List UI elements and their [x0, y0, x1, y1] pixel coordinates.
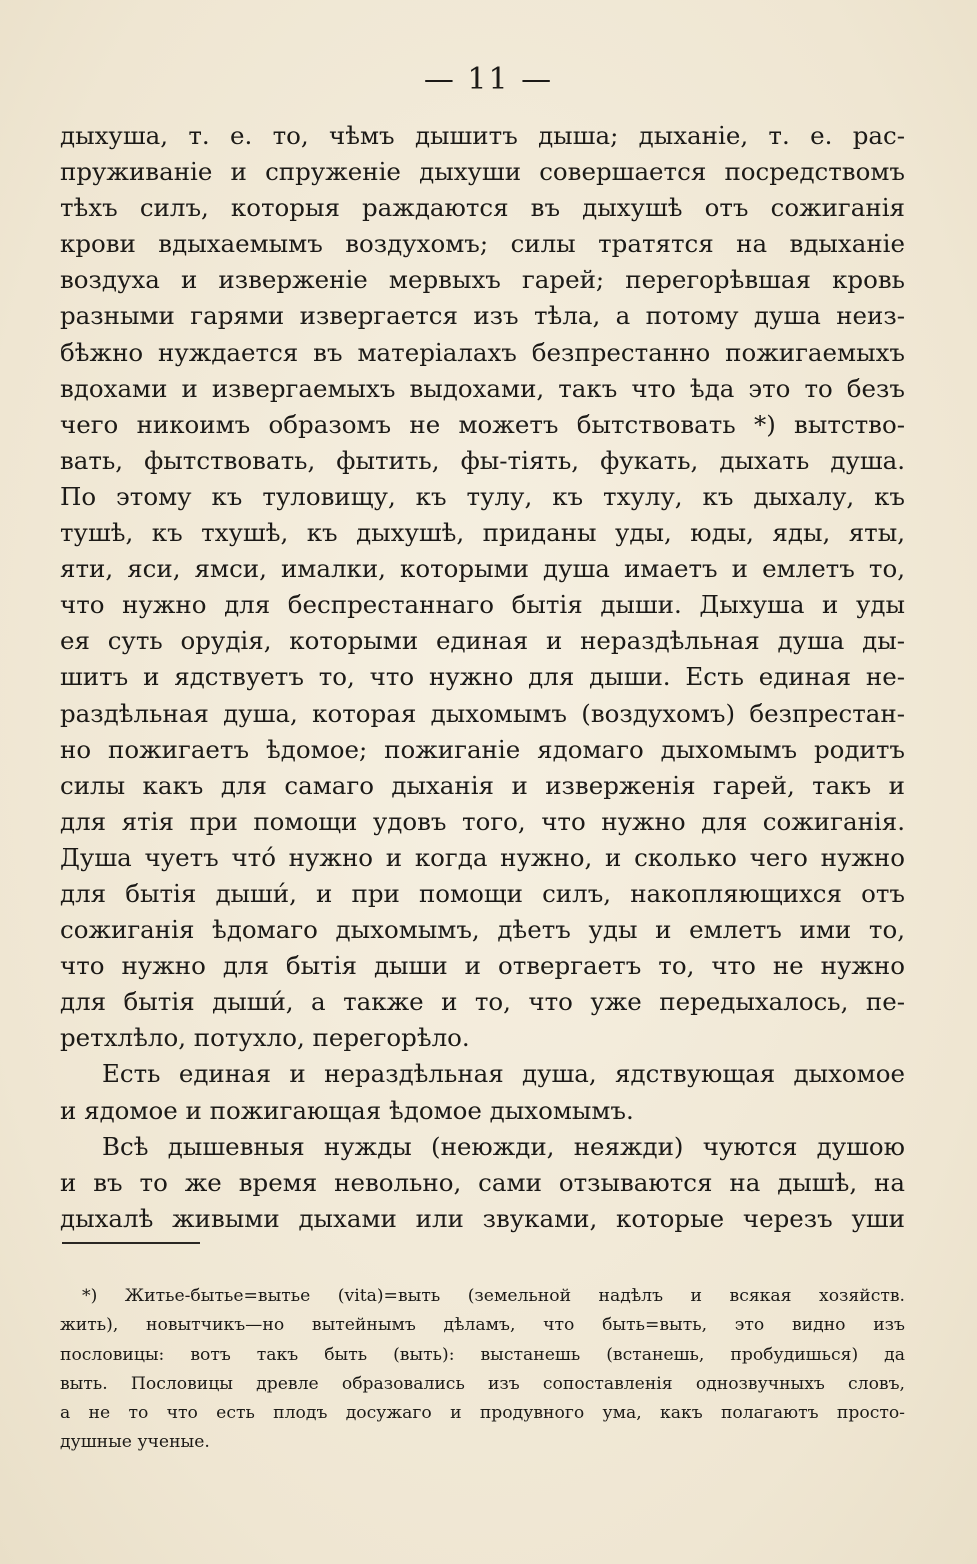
text-line: для бытія дыши́, и при помощи силъ, накопляющихся отъ: [60, 878, 905, 908]
text-line: раздѣльная душа, которая дыхомымъ (воздухомъ) безпрестан-: [60, 698, 905, 728]
text-line: силы какъ для самаго дыханія и изверженія гарей, такъ и: [60, 770, 905, 800]
text-line: вдохами и извергаемыхъ выдохами, такъ что ѣда это то безъ: [60, 373, 905, 403]
footnote-line: жить), новытчикъ—но вытейнымъ дѣламъ, что быть=выть, это видно изъ: [60, 1315, 905, 1336]
text-line: воздуха и изверженіе мервыхъ гарей; перегорѣвшая кровь: [60, 265, 905, 295]
main-text: [60, 118, 905, 1237]
paragraph-start-line: Всѣ дышевныя нужды (неюжди, неяжди) чуются душою: [102, 1131, 905, 1161]
text-line: тушѣ, къ тхушѣ, къ дыхушѣ, приданы уды, юды, яды, яты,: [60, 518, 905, 548]
text-line: дыхалѣ живыми дыхами или звуками, которые черезъ уши: [60, 1203, 905, 1233]
text-line: разными гарями извергается изъ тѣла, а потому душа неиз-: [60, 301, 905, 331]
text-line: дыхуша, т. е. то, чѣмъ дышитъ дыша; дыханіе, т. е. рас-: [60, 121, 905, 150]
footnote: [60, 1282, 905, 1458]
footnote-line: душные ученые.: [60, 1432, 210, 1453]
footnote-line: пословицы: вотъ такъ быть (выть): выстанешь (встанешь, пробудишься) да: [60, 1344, 905, 1365]
paragraph-start-line: Есть единая и нераздѣльная душа, ядствующая дыхомое: [102, 1059, 905, 1089]
text-line: шитъ и ядствуетъ то, что нужно для дыши. Есть единая не-: [60, 662, 905, 692]
text-line: что нужно для бытія дыши и отвергаетъ то, что не нужно: [60, 951, 905, 981]
text-line: что нужно для беспрестаннаго бытія дыши. Дыхуша и уды: [60, 590, 905, 620]
footnote-line: а не то что есть плодъ досужаго и продувного ума, какъ полагаютъ просто-: [60, 1403, 905, 1424]
text-line: яти, яси, ямси, ималки, которыми душа имаетъ и емлетъ то,: [60, 554, 905, 584]
footnote-divider: [62, 1242, 200, 1244]
text-line: сожиганія ѣдомаго дыхомымъ, дѣетъ уды и емлетъ ими то,: [60, 915, 905, 945]
text-line: бѣжно нуждается въ матеріалахъ безпрестанно пожигаемыхъ: [60, 337, 905, 367]
text-line: и ядомое и пожигающая ѣдомое дыхомымъ.: [60, 1095, 634, 1125]
text-line: По этому къ туловищу, къ тулу, къ тхулу, къ дыхалу, къ: [60, 481, 905, 511]
text-line: но пожигаетъ ѣдомое; пожиганіе ядомаго дыхомымъ родитъ: [60, 734, 905, 764]
text-line: пруживаніе и спруженіе дыхуши совершается посредствомъ: [60, 157, 905, 187]
text-line: для бытія дыши́, а также и то, что уже передыхалось, пе-: [60, 987, 905, 1017]
footnote-line: выть. Пословицы древле образовались изъ сопоставленія однозвучныхъ словъ,: [60, 1373, 905, 1394]
text-line: для ятія при помощи удовъ того, что нужно для сожиганія.: [60, 806, 905, 836]
text-line: Душа чуетъ что́ нужно и когда нужно, и сколько чего нужно: [60, 842, 905, 872]
text-line: ретхлѣло, потухло, перегорѣло.: [60, 1023, 470, 1053]
footnote-line: *) Житье-бытье=вытье (vita)=выть (земельной надѣлъ и всякая хозяйств.: [82, 1286, 905, 1306]
text-line: ея суть орудія, которыми единая и нераздѣльная душа ды-: [60, 626, 905, 656]
text-line: и въ то же время невольно, сами отзываются на дышѣ, на: [60, 1167, 905, 1197]
text-line: крови вдыхаемымъ воздухомъ; силы тратятся на вдыханіе: [60, 229, 905, 259]
page-number: — 11 —: [423, 62, 554, 97]
text-line: чего никоимъ образомъ не можетъ бытствовать *) вытство-: [60, 409, 905, 439]
text-line: вать, фытствовать, фытить, фы-тіять, фукать, дыхать душа.: [60, 445, 905, 475]
text-line: тѣхъ силъ, которыя раждаются въ дыхушѣ отъ сожиганія: [60, 193, 905, 223]
